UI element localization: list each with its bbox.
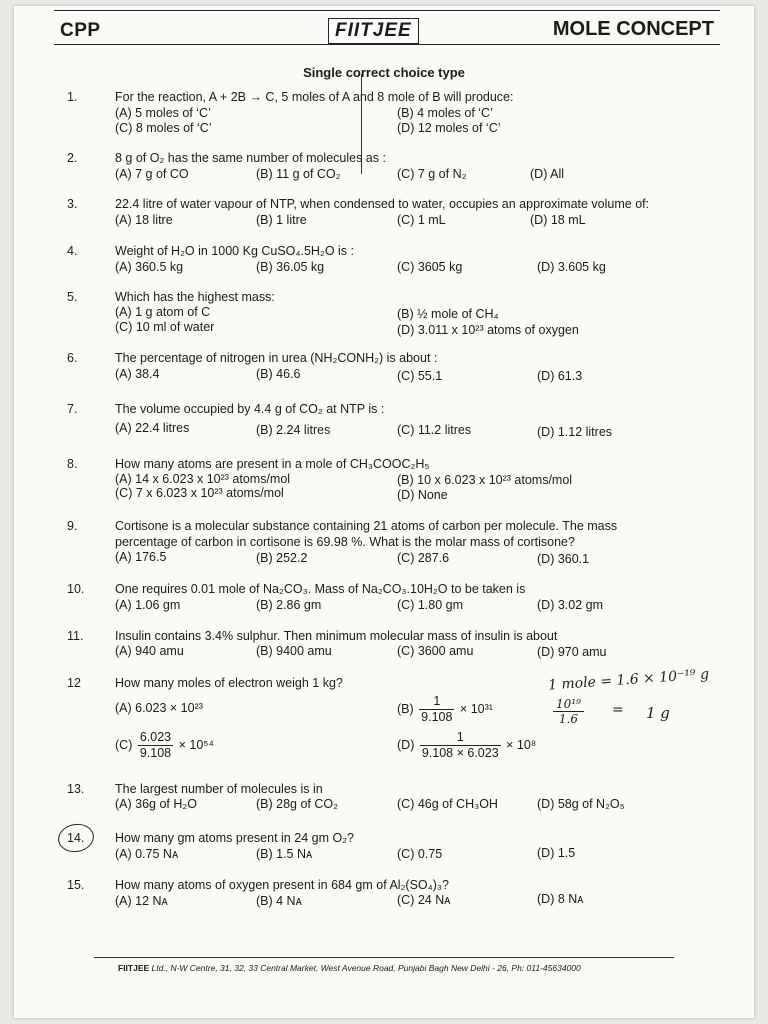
question-number: 1. <box>67 90 78 104</box>
option-c: (C) 10 ml of water <box>115 320 215 334</box>
denominator: 9.108 × 6.023 <box>421 746 499 760</box>
footer-rule <box>94 957 674 958</box>
question-number: 7. <box>67 402 78 416</box>
question-number: 10. <box>67 582 85 596</box>
question-stem: Which has the highest mass: <box>115 290 275 304</box>
option-c: (C) 46g of CH₃OH <box>397 797 498 811</box>
handwritten-equals: = <box>612 702 624 718</box>
option-label: (B) <box>397 701 414 716</box>
option-b: (B) 10 x 6.023 x 10²³ atoms/mol <box>397 473 573 487</box>
section-title: Single correct choice type <box>303 65 465 80</box>
option-c: (C) 0.75 <box>397 847 443 861</box>
handwritten-denominator: 1.6 <box>558 712 578 726</box>
option-c: (C) 3600 amu <box>397 644 474 658</box>
handwritten-numerator: 10¹⁹ <box>553 697 584 712</box>
option-a: (A) 360.5 kg <box>115 260 184 274</box>
option-c: (C) 8 moles of ‘C’ <box>115 121 212 135</box>
question-stem: The largest number of molecules is in <box>115 782 323 796</box>
option-label: (D) <box>397 737 415 752</box>
option-d: (D) 970 amu <box>537 645 607 659</box>
handwritten-fraction <box>553 697 584 726</box>
option-d: (D) 58g of N₂O₅ <box>537 797 625 811</box>
option-a: (A) 1.06 gm <box>115 598 181 612</box>
option-d: (D) 8 Nᴀ <box>537 892 584 906</box>
option-a: (A) 5 moles of ‘C’ <box>115 106 211 120</box>
option-a: (A) 1 g atom of C <box>115 305 211 319</box>
option-b: (B) 4 moles of ‘C’ <box>397 106 493 120</box>
exponent-term: × 10³¹ <box>459 701 493 716</box>
option-b: (B) 9400 amu <box>256 644 332 658</box>
option-d: (D) 3.605 kg <box>537 260 606 274</box>
option-b: (B) 2.24 litres <box>256 423 331 437</box>
question-number: 5. <box>67 290 78 304</box>
option-b: (B) 1.5 Nᴀ <box>256 847 313 861</box>
fiitjee-logo: FIITJEE <box>328 18 419 44</box>
option-c: (C) 287.6 <box>397 551 450 565</box>
option-b <box>397 694 493 725</box>
option-d: (D) 1.5 <box>537 846 576 860</box>
question-stem-continued: percentage of carbon in cortisone is 69.98 %. What is the molar mass of cortisone? <box>115 535 575 549</box>
page-footer <box>118 963 581 973</box>
page-header <box>54 10 720 44</box>
option-d: (D) 18 mL <box>530 213 586 227</box>
option-c: (C) 55.1 <box>397 369 443 383</box>
option-a: (A) 940 amu <box>115 644 184 658</box>
question-stem: How many atoms of oxygen present in 684 gm of Al₂(SO₄)₃? <box>115 878 449 892</box>
option-d: (D) 360.1 <box>537 552 590 566</box>
option-a: (A) 38.4 <box>115 367 160 381</box>
numerator: 1 <box>419 694 454 710</box>
question-number: 13. <box>67 782 85 796</box>
footer-brand: FIITJEE <box>118 963 150 973</box>
option-a: (A) 18 litre <box>115 213 173 227</box>
option-b: (B) 2.86 gm <box>256 598 322 612</box>
question-number: 6. <box>67 351 78 365</box>
option-a: (A) 6.023 × 10²³ <box>115 701 203 715</box>
option-a: (A) 176.5 <box>115 550 167 564</box>
question-number: 2. <box>67 151 78 165</box>
option-d: (D) 61.3 <box>537 369 583 383</box>
option-d <box>397 730 536 761</box>
option-b: (B) 4 Nᴀ <box>256 894 302 908</box>
exponent-term: × 10⁸ <box>506 737 537 752</box>
question-number: 15. <box>67 878 85 892</box>
question-stem: The percentage of nitrogen in urea (NH₂CONH₂) is about : <box>115 351 438 365</box>
option-c <box>115 730 214 761</box>
question-stem: Weight of H₂O in 1000 Kg CuSO₄.5H₂O is : <box>115 244 354 258</box>
option-c: (C) 7 x 6.023 x 10²³ atoms/mol <box>115 486 284 500</box>
question-number: 3. <box>67 197 78 211</box>
option-c: (C) 24 Nᴀ <box>397 893 451 907</box>
footer-address: Ltd., N-W Centre, 31, 32, 33 Central Market, West Avenue Road, Punjabi Bagh New Delhi - 26, Ph: 011-45634000 <box>149 963 581 973</box>
option-a: (A) 0.75 Nᴀ <box>115 847 179 861</box>
option-a: (A) 14 x 6.023 x 10²³ atoms/mol <box>115 472 291 486</box>
exponent-term: × 10⁵⁴ <box>178 737 214 752</box>
option-c: (C) 1.80 gm <box>397 598 463 612</box>
handwritten-note-line1: 1 mole = 1.6 × 10⁻¹⁹ g <box>547 666 710 694</box>
question-stem: The volume occupied by 4.4 g of CO₂ at NTP is : <box>115 402 385 416</box>
question-number: 8. <box>67 457 78 471</box>
question-stem: How many atoms are present in a mole of CH₃COOC₂H₅ <box>115 457 430 471</box>
question-stem: How many moles of electron weigh 1 kg? <box>115 676 343 690</box>
question-number: 12 <box>67 676 81 690</box>
option-d: (D) None <box>397 488 448 502</box>
header-rule-top <box>54 10 720 11</box>
option-b: (B) 28g of CO₂ <box>256 797 338 811</box>
option-d: (D) 1.12 litres <box>537 425 613 439</box>
option-a: (A) 7 g of CO <box>115 167 189 181</box>
option-c: (C) 7 g of N₂ <box>397 167 467 181</box>
question-stem: Insulin contains 3.4% sulphur. Then minimum molecular mass of insulin is about <box>115 629 558 643</box>
handwritten-result: 1 g <box>646 704 670 722</box>
option-a: (A) 12 Nᴀ <box>115 894 168 908</box>
question-stem: One requires 0.01 mole of Na₂CO₃. Mass of Na₂CO₃.10H₂O to be taken is <box>115 582 526 596</box>
question-number: 9. <box>67 519 78 533</box>
fraction <box>138 730 173 761</box>
option-b: (B) 11 g of CO₂ <box>256 167 341 181</box>
question-stem: 8 g of O₂ has the same number of molecules as : <box>115 151 386 165</box>
denominator: 9.108 <box>421 710 453 724</box>
question-stem: 22.4 litre of water vapour of NTP, when condensed to water, occupies an approximate volume of: <box>115 197 650 211</box>
option-c: (C) 3605 kg <box>397 260 463 274</box>
option-d: (D) All <box>530 167 565 181</box>
option-a: (A) 36g of H₂O <box>115 797 197 811</box>
header-rule-bottom <box>54 44 720 45</box>
numerator: 1 <box>420 730 501 746</box>
fraction <box>420 730 501 761</box>
option-b: (B) 252.2 <box>256 551 308 565</box>
question-number: 11. <box>67 629 84 643</box>
option-b: (B) 46.6 <box>256 367 301 381</box>
option-a: (A) 22.4 litres <box>115 421 190 435</box>
question-number: 4. <box>67 244 78 258</box>
header-left-label: CPP <box>60 20 101 41</box>
option-b: (B) 36.05 kg <box>256 260 325 274</box>
header-topic: MOLE CONCEPT <box>552 18 714 40</box>
question-number: 14. <box>67 831 85 845</box>
numerator: 6.023 <box>139 730 172 744</box>
option-b: (B) 1 litre <box>256 213 307 227</box>
option-c: (C) 1 mL <box>397 213 446 227</box>
fraction <box>419 694 454 725</box>
option-d: (D) 3.02 gm <box>537 598 603 612</box>
option-d: (D) 12 moles of ‘C’ <box>397 121 501 135</box>
question-stem: Cortisone is a molecular substance containing 21 atoms of carbon per molecule. The mass <box>115 519 618 533</box>
question-stem: For the reaction, A + 2B → C, 5 moles of A and 8 mole of B will produce: <box>115 90 514 104</box>
denominator: 9.108 <box>139 746 172 760</box>
option-c: (C) 11.2 litres <box>397 423 472 437</box>
option-d: (D) 3.011 x 10²³ atoms of oxygen <box>397 323 579 337</box>
option-b: (B) ½ mole of CH₄ <box>397 307 499 321</box>
question-stem: How many gm atoms present in 24 gm O₂? <box>115 831 354 845</box>
option-label: (C) <box>115 737 133 752</box>
